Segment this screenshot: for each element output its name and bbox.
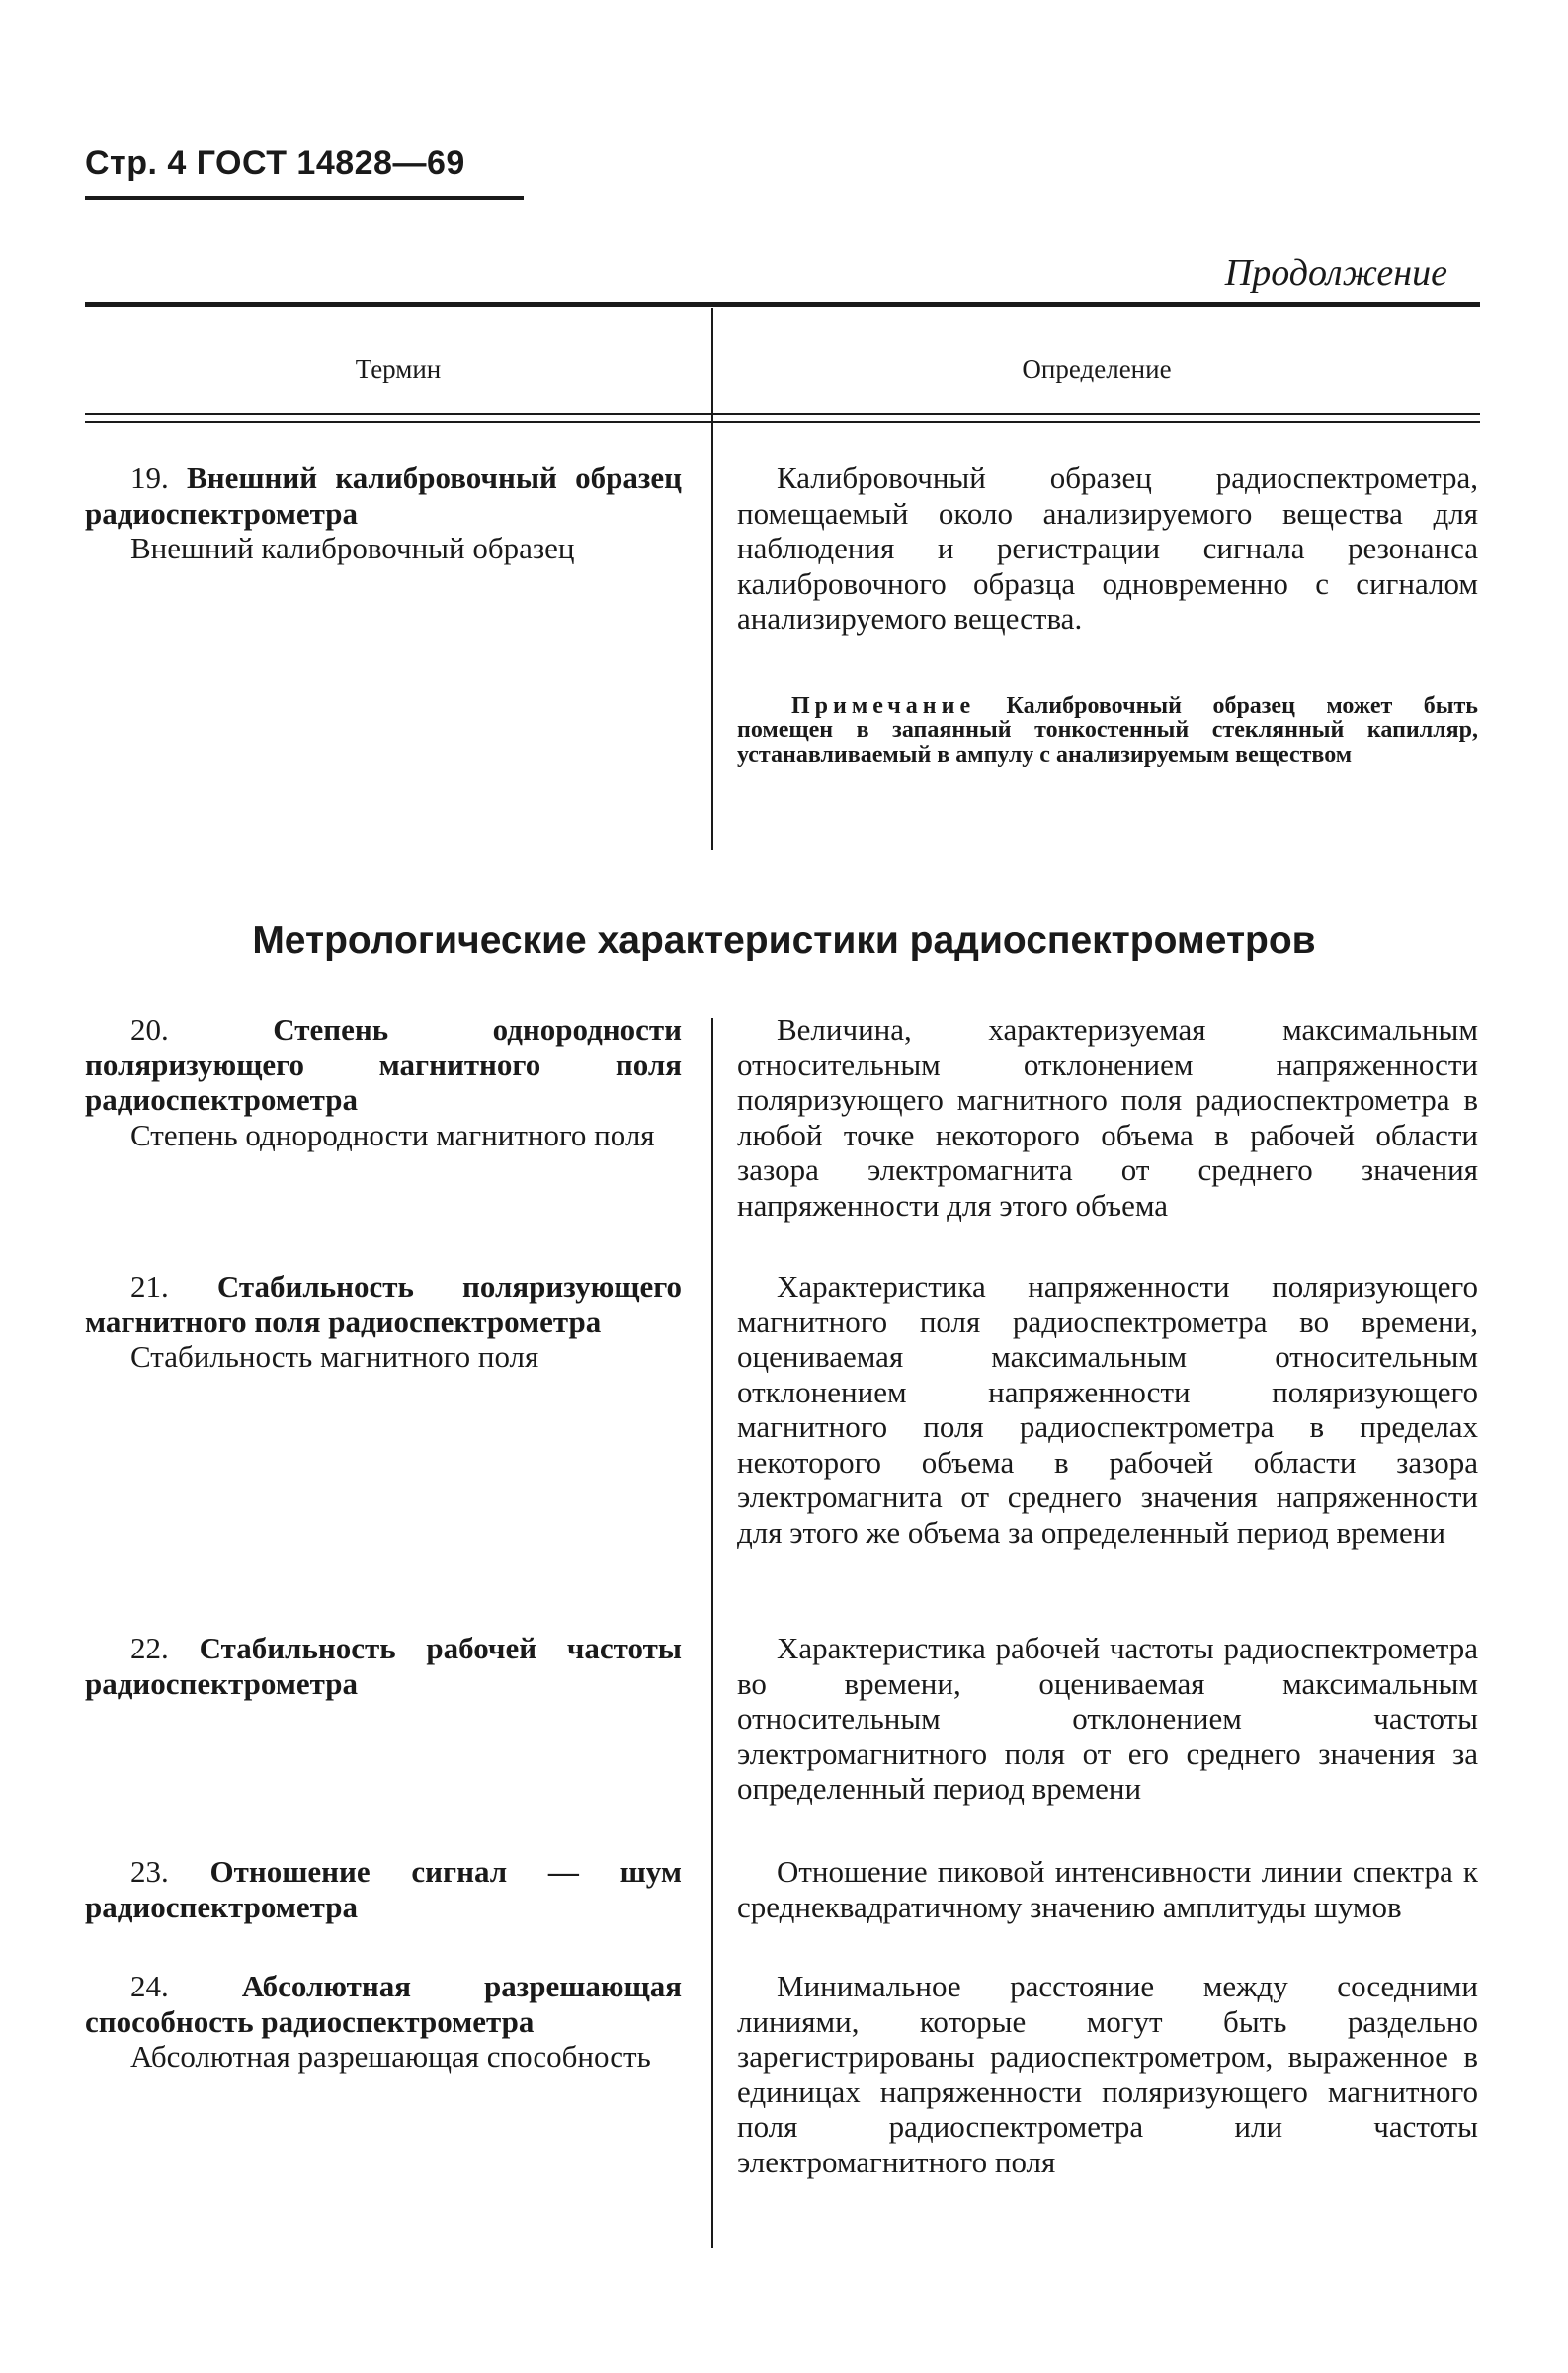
- table-head-rule-1: [85, 413, 1480, 415]
- term-entry-20: [85, 1012, 682, 1152]
- term-name: Степень однородности поляризующего магнитного поля радиоспектрометра: [85, 1012, 683, 1117]
- term-entry-23: [85, 1854, 682, 1924]
- term-name: Внешний калибровочный образец радиоспектрометра: [85, 461, 682, 531]
- term-entry-22: [85, 1631, 682, 1701]
- term-number: 20.: [130, 1012, 169, 1047]
- note-entry-19: [737, 694, 1478, 768]
- column-header-definition: Определение: [1022, 354, 1172, 383]
- term-entry-21: [85, 1269, 682, 1375]
- note-label: Примечание: [791, 693, 976, 719]
- term-synonym: Абсолютная разрешающая способность: [130, 2039, 651, 2074]
- term-entry-24: [85, 1969, 682, 2075]
- definition-entry-23: Отношение пиковой интенсивности линии спектра к среднеквадратичному значению амплитуды шумов: [737, 1854, 1478, 1924]
- term-synonym: Внешний калибровочный образец: [130, 531, 575, 565]
- term-name: Стабильность рабочей частоты радиоспектрометра: [85, 1631, 682, 1701]
- term-number: 19.: [130, 461, 169, 495]
- page-header: Стр. 4 ГОСТ 14828—69: [85, 144, 465, 182]
- note-text: Калибровочный образец может быть помещен в запаянный тонкостенный стеклянный капилляр, устанавливаемый в ампулу с анализируемым веществом: [737, 693, 1478, 768]
- term-entry-19: [85, 461, 682, 566]
- term-number: 21.: [130, 1269, 169, 1304]
- header-underline: [85, 196, 524, 200]
- term-synonym: Стабильность магнитного поля: [130, 1339, 539, 1374]
- column-divider-main: [711, 1018, 713, 2248]
- table-top-rule: [85, 302, 1480, 307]
- definition-entry-21: Характеристика напряженности поляризующего магнитного поля радиоспектрометра во времени, оцениваемая максимальным относительным отклонением напряженности поляризующего магнитного поля радиоспектрометра в пределах некоторого объема в рабочей области зазора электромагнита от среднего значения напряженности для этого же объема за определенный период времени: [737, 1269, 1478, 1550]
- table-head-rule-2: [85, 421, 1480, 423]
- section-title: Метрологические характеристики радиоспектрометров: [252, 919, 1316, 962]
- definition-entry-19: Калибровочный образец радиоспектрометра, помещаемый около анализируемого вещества для наблюдения и регистрации сигнала резонанса калибровочного образца одновременно с сигналом анализируемого вещества.: [737, 461, 1478, 636]
- definition-entry-22: Характеристика рабочей частоты радиоспектрометра во времени, оцениваемая максимальным относительным отклонением частоты электромагнитного поля от его среднего значения за определенный период времени: [737, 1631, 1478, 1806]
- definition-entry-24: Минимальное расстояние между соседними линиями, которые могут быть раздельно зарегистрированы радиоспектрометром, выраженное в единицах напряженности поляризующего магнитного поля радиоспектрометра или частоты электромагнитного поля: [737, 1969, 1478, 2179]
- term-synonym: Степень однородности магнитного поля: [130, 1117, 655, 1152]
- term-name: Отношение сигнал — шум радиоспектрометра: [85, 1854, 683, 1924]
- column-header-term: Термин: [355, 354, 442, 383]
- term-number: 23.: [130, 1854, 169, 1889]
- term-name: Абсолютная разрешающая способность радиоспектрометра: [85, 1969, 683, 2039]
- continuation-label: Продолжение: [1224, 252, 1447, 294]
- term-number: 22.: [130, 1631, 169, 1665]
- term-name: Стабильность поляризующего магнитного поля радиоспектрометра: [85, 1269, 683, 1339]
- definition-entry-20: Величина, характеризуемая максимальным относительным отклонением напряженности поляризующего магнитного поля радиоспектрометра в любой точке некоторого объема в рабочей области зазора электромагнита от среднего значения напряженности для этого объема: [737, 1012, 1478, 1223]
- column-divider-top: [711, 308, 713, 850]
- term-number: 24.: [130, 1969, 169, 2003]
